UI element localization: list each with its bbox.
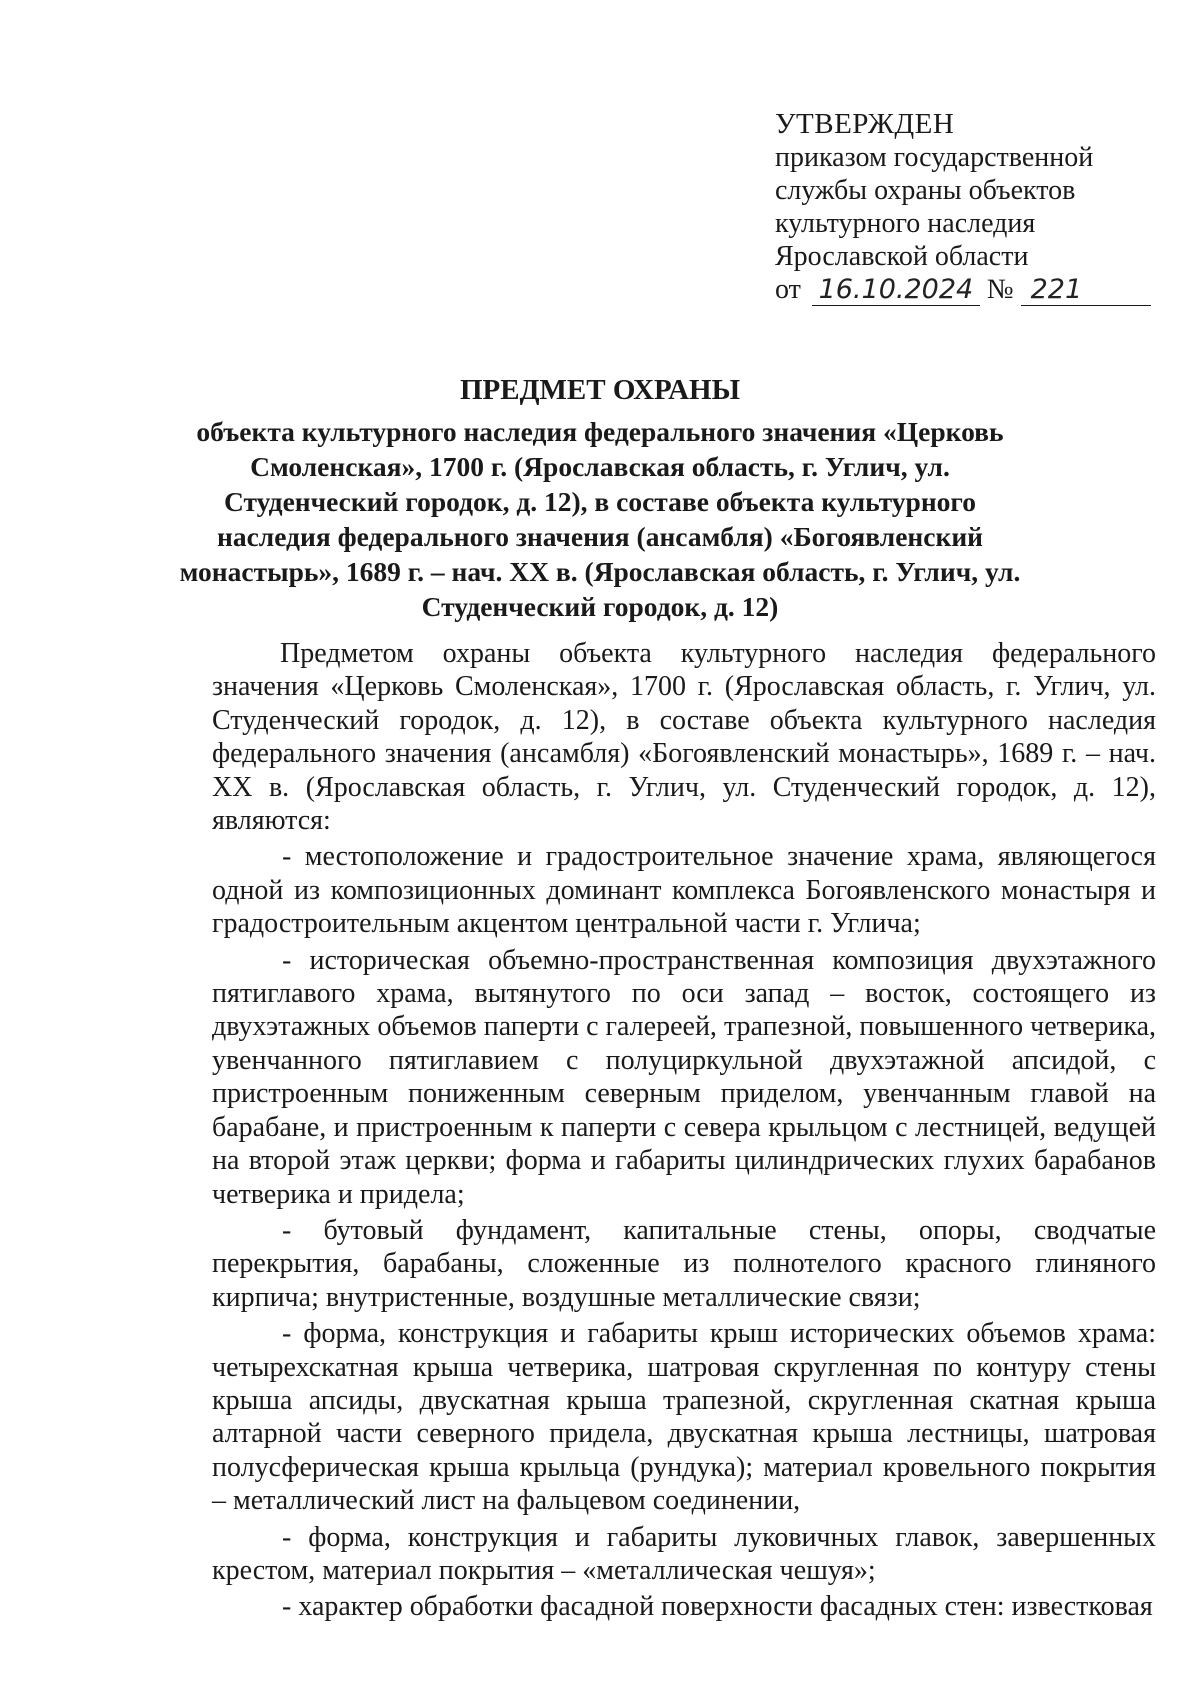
list-item: - характер обработки фасадной поверхности фасадных стен: известковая <box>282 1591 1153 1623</box>
list-item: - форма, конструкция и габариты луковичных главок, завершенных крестом, материал покрытия – «металлическая чешуя»; <box>212 1521 1156 1586</box>
page-title: ПРЕДМЕТ ОХРАНЫ <box>459 374 741 406</box>
approval-line-4: Ярославской области <box>775 241 1029 272</box>
approval-block <box>775 108 1135 306</box>
number-sign: № <box>986 274 1014 305</box>
handwritten-date: 16.10.2024 <box>812 275 980 306</box>
list-item: - форма, конструкция и габариты крыш исторических объемов храма: четырехскатная крыша четверика, шатровая скругленная по контуру стены крыша апсиды, двускатная крыша трапезной, скругленная скатная крыша алтарной части северного придела, двускатная крыша лестницы, шатровая полусферическая крыша крыльца (рундука); материал кровельного покрытия – металлический лист на фальцевом соединении, <box>212 1318 1156 1517</box>
intro-paragraph: Предметом охраны объекта культурного наследия федерального значения «Церковь Смоленская», 1700 г. (Ярославская область, г. Углич, ул. Студенческий городок, д. 12), в составе объекта культурного наследия федерального значения (ансамбля) «Богоявленский монастырь», 1689 г. – нач. XX в. (Ярославская область, г. Углич, ул. Студенческий городок, д. 12), являются: <box>212 638 1156 837</box>
approval-line-3: культурного наследия <box>775 208 1036 239</box>
document-body <box>212 637 1156 1624</box>
approval-line-1: приказом государственной <box>775 142 1094 173</box>
list-item: - историческая объемно-пространственная композиция двухэтажного пятиглавого храма, вытянутого по оси запад – восток, состоящего из двухэтажных объемов паперти с галереей, трапезной, повышенного четверика, увенчанного пятиглавием с полуциркульной двухэтажной апсидой, с пристроенным пониженным северным приделом, увенчанным главой на барабане, и пристроенным к паперти с севера крыльцом с лестницей, ведущей на второй этаж церкви; форма и габариты цилиндрических глухих барабанов четверика и придела; <box>212 944 1156 1210</box>
handwritten-order-number: 221 <box>1021 275 1151 306</box>
document-title-block <box>175 370 1025 624</box>
approval-stamp: УТВЕРЖДЕН <box>775 108 955 140</box>
page-subtitle: объекта культурного наследия федерального значения «Церковь Смоленская», 1700 г. (Ярославская область, г. Углич, ул. Студенческий городок, д. 12), в составе объекта культурного наследия федерального значения (ансамбля) «Богоявленский монастырь», 1689 г. – нач. XX в. (Ярославская область, г. Углич, ул. Студенческий городок, д. 12) <box>179 416 1021 622</box>
order-prefix: от <box>775 274 801 305</box>
list-item: - местоположение и градостроительное значение храма, являющегося одной из композиционных доминант комплекса Богоявленского монастыря и градостроительным акцентом центральной части г. Углича; <box>212 841 1156 940</box>
list-item: - бутовый фундамент, капитальные стены, опоры, сводчатые перекрытия, барабаны, сложенные из полнотелого красного глиняного кирпича; внутристенные, воздушные металлические связи; <box>212 1214 1156 1313</box>
order-date-number-line <box>775 273 1135 306</box>
approval-line-2: службы охраны объектов <box>775 175 1076 206</box>
